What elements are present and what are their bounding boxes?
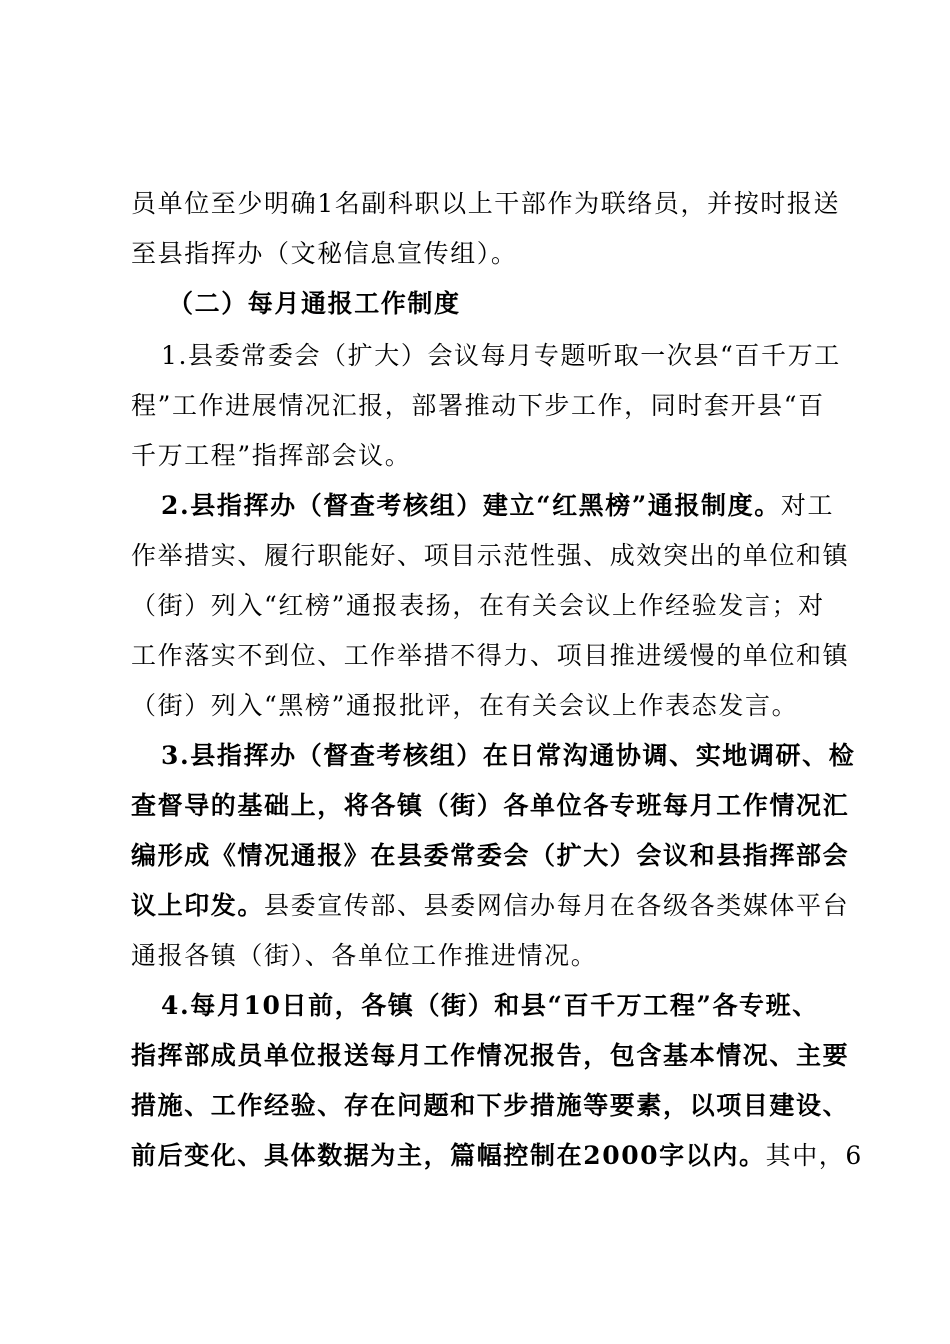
paragraph-line: 3.县指挥办（督查考核组）在日常沟通协调、实地调研、检 [161,741,856,770]
paragraph-line [161,490,835,522]
paragraph-line: 1.县委常委会（扩大）会议每月专题听取一次县“百千万工 [161,341,841,370]
paragraph-line: （街）列入“红榜”通报表扬，在有关会议上作经验发言；对 [131,591,825,620]
paragraph-line: 编形成《情况通报》在县委常委会（扩大）会议和县指挥部会 [131,841,850,870]
paragraph-line: （街）列入“黑榜”通报批评，在有关会议上作表态发言。 [131,691,799,720]
body-text: 对工 [780,491,835,520]
paragraph-line: 至县指挥办（文秘信息宣传组）。 [131,239,518,268]
paragraph-line: 通报各镇（街）、各单位工作推进情况。 [131,941,598,970]
paragraph-line: 作举措实、履行职能好、项目示范性强、成效突出的单位和镇 [131,541,850,570]
paragraph-line: 程”工作进展情况汇报，部署推动下步工作，同时套开县“百 [131,391,825,420]
paragraph-line: 措施、工作经验、存在问题和下步措施等要素，以项目建设、 [131,1091,850,1120]
body-text: 县委宣传部、县委网信办每月在各级各类媒体平台 [264,891,850,920]
section-heading: （二）每月通报工作制度 [168,289,461,318]
paragraph-line: 4.每月10日前，各镇（街）和县“百千万工程”各专班、 [161,991,819,1020]
paragraph-line [131,890,850,922]
paragraph-line: 查督导的基础上，将各镇（街）各单位各专班每月工作情况汇 [131,791,850,820]
bold-text: 议上印发。 [131,891,265,920]
paragraph-line: 员单位至少明确1名副科职以上干部作为联络员，并按时报送 [131,189,841,218]
paragraph-line: 指挥部成员单位报送每月工作情况报告，包含基本情况、主要 [131,1041,850,1070]
bold-text: 前后变化、具体数据为主，篇幅控制在2000字以内。 [131,1141,766,1170]
paragraph-line: 工作落实不到位、工作举措不得力、项目推进缓慢的单位和镇 [131,641,850,670]
paragraph-line: 千万工程”指挥部会议。 [131,441,412,470]
body-text: 其中，6 [765,1141,863,1170]
paragraph-line [131,1140,863,1172]
bold-lead-sentence: 2.县指挥办（督查考核组）建立“红黑榜”通报制度。 [161,491,781,520]
